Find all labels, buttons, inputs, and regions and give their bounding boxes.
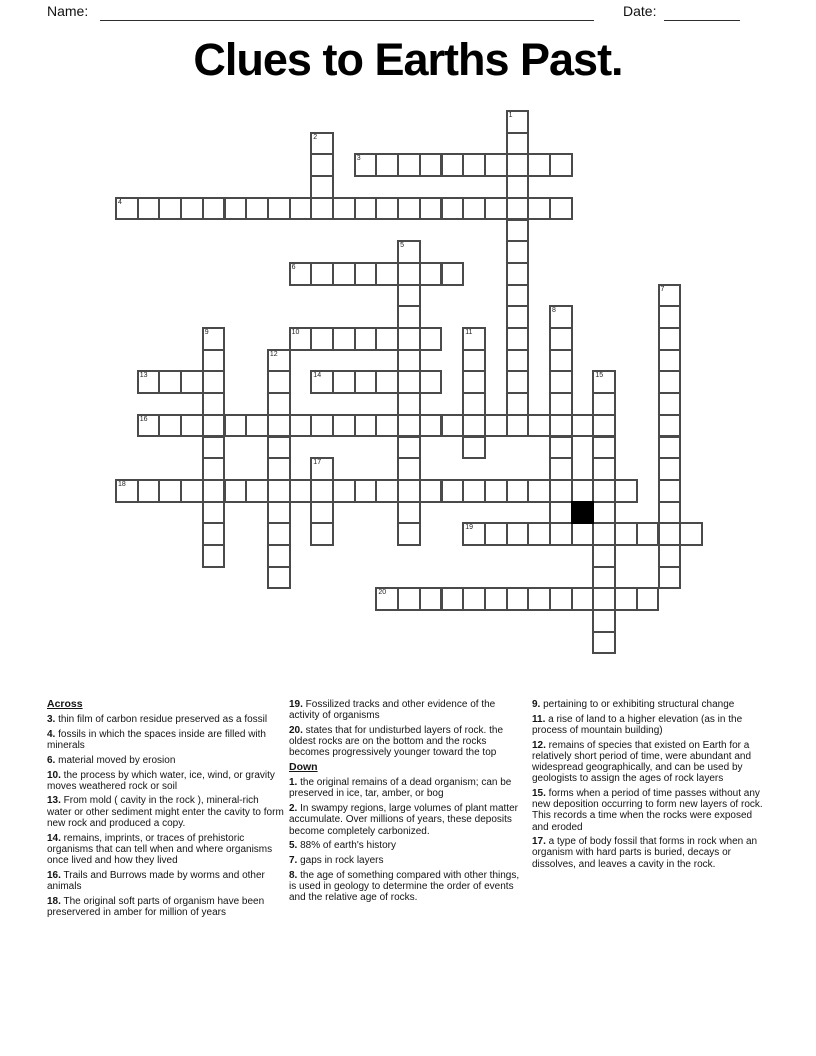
grid-cell[interactable] — [658, 457, 682, 481]
clue-item: 7. gaps in rock layers — [289, 854, 384, 866]
grid-cell[interactable] — [158, 370, 182, 394]
grid-cell[interactable] — [267, 436, 291, 460]
clue-item: 13. From mold ( cavity in the rock ), mineral-rich water or other sediment might enter the cavity to form new rock and produced a copy. — [47, 795, 284, 829]
grid-cell[interactable] — [419, 414, 443, 438]
grid-cell[interactable] — [158, 479, 182, 503]
grid-cell[interactable] — [310, 522, 334, 546]
clue-number: 18. — [47, 895, 61, 907]
grid-cell[interactable] — [484, 479, 508, 503]
clue-number: 3. — [47, 714, 56, 726]
grid-cell[interactable] — [592, 522, 616, 546]
grid-cell[interactable] — [354, 370, 378, 394]
across-header: Across — [47, 698, 83, 710]
grid-cell[interactable] — [354, 197, 378, 221]
clue-number: 8. — [289, 869, 298, 881]
grid-cell[interactable] — [506, 349, 530, 373]
clue-column-1 — [47, 699, 285, 921]
clue-number: 4. — [47, 728, 56, 740]
clue-number: 6. — [47, 754, 56, 766]
grid-cell[interactable] — [310, 262, 334, 286]
grid-cell[interactable] — [592, 392, 616, 416]
grid-cell[interactable] — [180, 197, 204, 221]
grid-cell[interactable] — [592, 566, 616, 590]
grid-cell[interactable] — [636, 522, 660, 546]
grid-cell[interactable] — [397, 284, 421, 308]
grid-cell[interactable] — [180, 370, 204, 394]
clue-number: 1. — [289, 777, 298, 789]
name-write-line — [100, 4, 594, 21]
grid-cell[interactable] — [137, 197, 161, 221]
grid-cell[interactable] — [462, 392, 486, 416]
grid-cell[interactable] — [592, 370, 616, 394]
cell-number: 3 — [356, 155, 361, 163]
grid-cell[interactable] — [419, 153, 443, 177]
grid-cell[interactable] — [549, 587, 573, 611]
grid-cell[interactable] — [289, 327, 313, 351]
grid-cell[interactable] — [419, 479, 443, 503]
grid-cell[interactable] — [462, 587, 486, 611]
clue-item: 15. forms when a period of time passes without any new deposition occurring to form new layers of rock. This records a time when the rocks were exposed and eroded — [532, 787, 763, 833]
grid-cell[interactable] — [375, 197, 399, 221]
grid-cell[interactable] — [506, 219, 530, 243]
grid-cell[interactable] — [571, 414, 595, 438]
grid-cell[interactable] — [115, 197, 139, 221]
grid-cell[interactable] — [397, 522, 421, 546]
grid-cell[interactable] — [527, 153, 551, 177]
grid-cell[interactable] — [375, 327, 399, 351]
grid-cell[interactable] — [549, 327, 573, 351]
grid-cell[interactable] — [571, 587, 595, 611]
grid-cell[interactable] — [592, 479, 616, 503]
grid-cell[interactable] — [245, 479, 269, 503]
grid-cell[interactable] — [224, 197, 248, 221]
grid-cell[interactable] — [592, 609, 616, 633]
grid-cell[interactable] — [441, 587, 465, 611]
grid-cell[interactable] — [484, 197, 508, 221]
grid-cell[interactable] — [462, 327, 486, 351]
grid-cell[interactable] — [224, 479, 248, 503]
grid-cell[interactable] — [549, 436, 573, 460]
grid-cell[interactable] — [462, 370, 486, 394]
clue-number: 14. — [47, 832, 61, 844]
grid-cell[interactable] — [506, 197, 530, 221]
grid-cell[interactable] — [224, 414, 248, 438]
grid-cell[interactable] — [267, 349, 291, 373]
grid-cell[interactable] — [527, 414, 551, 438]
grid-cell[interactable] — [636, 587, 660, 611]
grid-cell[interactable] — [592, 457, 616, 481]
grid-cell[interactable] — [462, 414, 486, 438]
grid-cell[interactable] — [137, 479, 161, 503]
clue-item: 10. the process by which water, ice, wind, or gravity moves weathered rock or soil — [47, 769, 275, 792]
grid-cell[interactable] — [267, 566, 291, 590]
grid-cell[interactable] — [614, 587, 638, 611]
clue-number: 20. — [289, 724, 303, 736]
grid-cell[interactable] — [332, 479, 356, 503]
grid-cell[interactable] — [375, 414, 399, 438]
grid-cell[interactable] — [506, 240, 530, 264]
grid-cell[interactable] — [137, 414, 161, 438]
grid-cell[interactable] — [332, 262, 356, 286]
grid-cell[interactable] — [397, 414, 421, 438]
grid-cell[interactable] — [289, 414, 313, 438]
cell-number: 1 — [508, 112, 513, 119]
grid-cell[interactable] — [658, 479, 682, 503]
clue-item: 19. Fossilized tracks and other evidence of the activity of organisms — [289, 699, 496, 722]
grid-cell[interactable] — [419, 587, 443, 611]
cell-number: 9 — [204, 329, 209, 336]
grid-cell[interactable] — [267, 522, 291, 546]
grid-cell[interactable] — [289, 479, 313, 503]
grid-cell[interactable] — [397, 392, 421, 416]
grid-cell[interactable] — [310, 370, 334, 394]
clue-number: 2. — [289, 803, 298, 815]
cell-number: 15 — [595, 372, 604, 380]
grid-cell[interactable] — [158, 197, 182, 221]
clue-number: 9. — [532, 699, 541, 710]
clue-item: 9. pertaining to or exhibiting structural change — [532, 699, 735, 710]
grid-cell[interactable] — [614, 522, 638, 546]
grid-cell[interactable] — [158, 414, 182, 438]
grid-cell[interactable] — [506, 522, 530, 546]
grid-cell[interactable] — [354, 479, 378, 503]
grid-cell[interactable] — [332, 414, 356, 438]
grid-cell[interactable] — [527, 479, 551, 503]
grid-cell[interactable] — [245, 197, 269, 221]
name-label: Name: — [47, 3, 89, 19]
grid-cell[interactable] — [658, 414, 682, 438]
clue-item: 16. Trails and Burrows made by worms and other animals — [47, 869, 265, 892]
grid-cell[interactable] — [506, 284, 530, 308]
grid-cell[interactable] — [115, 479, 139, 503]
grid-cell[interactable] — [310, 479, 334, 503]
grid-cell[interactable] — [592, 544, 616, 568]
grid-cell[interactable] — [267, 544, 291, 568]
grid-cell[interactable] — [310, 457, 334, 481]
cell-number: 14 — [313, 372, 322, 380]
grid-cell[interactable] — [397, 305, 421, 329]
grid-cell[interactable] — [332, 197, 356, 221]
grid-cell[interactable] — [202, 197, 226, 221]
grid-cell[interactable] — [571, 479, 595, 503]
clue-number: 5. — [289, 840, 298, 852]
grid-cell[interactable] — [549, 501, 573, 525]
grid-cell[interactable] — [506, 132, 530, 156]
grid-cell[interactable] — [571, 522, 595, 546]
grid-cell[interactable] — [310, 327, 334, 351]
grid-cell[interactable] — [441, 197, 465, 221]
clue-item: 12. remains of species that existed on Earth for a relatively short period of time, were abundant and widespread geographically, and can be used by geologists to assign the ages of rock layers — [532, 739, 752, 785]
grid-cell[interactable] — [267, 501, 291, 525]
grid-cell[interactable] — [245, 414, 269, 438]
grid-cell[interactable] — [658, 349, 682, 373]
cell-number: 10 — [291, 329, 300, 336]
clue-number: 13. — [47, 795, 61, 807]
grid-cell[interactable] — [202, 544, 226, 568]
black-cell — [571, 501, 595, 525]
clue-item: 6. material moved by erosion — [47, 754, 176, 766]
clue-item: 11. a rise of land to a higher elevation (as in the process of mountain building) — [532, 713, 743, 736]
grid-cell[interactable] — [310, 501, 334, 525]
grid-cell[interactable] — [310, 197, 334, 221]
clue-number: 10. — [47, 769, 61, 781]
grid-cell[interactable] — [397, 501, 421, 525]
clue-item: 18. The original soft parts of organism have been preservered in amber for million of years — [47, 895, 265, 918]
grid-cell[interactable] — [484, 153, 508, 177]
grid-cell[interactable] — [375, 587, 399, 611]
clue-number: 19. — [289, 699, 303, 710]
clue-number: 11. — [532, 713, 546, 725]
grid-cell[interactable] — [506, 305, 530, 329]
grid-cell[interactable] — [375, 370, 399, 394]
grid-cell[interactable] — [658, 436, 682, 460]
grid-cell[interactable] — [592, 587, 616, 611]
grid-cell[interactable] — [397, 153, 421, 177]
grid-cell[interactable] — [397, 240, 421, 264]
grid-cell[interactable] — [462, 349, 486, 373]
date-label: Date: — [623, 3, 657, 19]
grid-cell[interactable] — [202, 436, 226, 460]
grid-cell[interactable] — [267, 197, 291, 221]
grid-cell[interactable] — [592, 436, 616, 460]
clue-item: 4. fossils in which the spaces inside are filled with minerals — [47, 728, 266, 752]
grid-cell[interactable] — [202, 522, 226, 546]
grid-cell[interactable] — [658, 501, 682, 525]
grid-cell[interactable] — [462, 153, 486, 177]
grid-cell[interactable] — [462, 479, 486, 503]
grid-cell[interactable] — [658, 392, 682, 416]
grid-cell[interactable] — [658, 544, 682, 568]
grid-cell[interactable] — [180, 479, 204, 503]
grid-cell[interactable] — [375, 479, 399, 503]
grid-cell[interactable] — [549, 349, 573, 373]
grid-cell[interactable] — [549, 479, 573, 503]
grid-cell[interactable] — [462, 522, 486, 546]
date-write-line — [664, 4, 740, 21]
cell-number: 19 — [465, 524, 473, 532]
clue-number: 7. — [289, 854, 298, 866]
grid-cell[interactable] — [462, 436, 486, 460]
grid-cell[interactable] — [397, 370, 421, 394]
grid-cell[interactable] — [441, 479, 465, 503]
grid-cell[interactable] — [506, 327, 530, 351]
grid-cell[interactable] — [310, 153, 334, 177]
grid-cell[interactable] — [527, 587, 551, 611]
grid-cell[interactable] — [397, 327, 421, 351]
grid-cell[interactable] — [310, 132, 334, 156]
cell-number: 20 — [378, 589, 387, 597]
grid-cell[interactable] — [549, 153, 573, 177]
cell-number: 16 — [139, 415, 148, 423]
grid-cell[interactable] — [397, 262, 421, 286]
grid-cell[interactable] — [549, 370, 573, 394]
grid-cell[interactable] — [180, 414, 204, 438]
grid-cell[interactable] — [267, 414, 291, 438]
grid-cell[interactable] — [397, 349, 421, 373]
grid-cell[interactable] — [679, 522, 703, 546]
grid-cell[interactable] — [506, 479, 530, 503]
grid-cell[interactable] — [267, 457, 291, 481]
grid-cell[interactable] — [549, 457, 573, 481]
grid-cell[interactable] — [397, 197, 421, 221]
grid-cell[interactable] — [310, 414, 334, 438]
grid-cell[interactable] — [506, 175, 530, 199]
grid-cell[interactable] — [202, 392, 226, 416]
clue-item: 5. 88% of earth's history — [289, 840, 396, 852]
grid-cell[interactable] — [137, 370, 161, 394]
clue-item: 1. the original remains of a dead organism; can be preserved in ice, tar, amber, or bog — [289, 777, 512, 800]
clue-item: 8. the age of something compared with other things, is used in geology to determine the order of events and the relative age of rocks. — [289, 869, 520, 904]
cell-number: 7 — [660, 285, 665, 293]
clue-item: 20. states that for undisturbed layers of rock. the oldest rocks are on the bottom and the rocks becomes progressively younger toward the top — [289, 724, 504, 759]
grid-cell[interactable] — [289, 197, 313, 221]
grid-cell[interactable] — [354, 327, 378, 351]
cell-number: 4 — [118, 198, 122, 206]
grid-cell[interactable] — [289, 262, 313, 286]
cell-number: 17 — [313, 459, 322, 467]
grid-cell[interactable] — [202, 349, 226, 373]
grid-cell[interactable] — [658, 370, 682, 394]
cell-number: 6 — [291, 263, 296, 271]
grid-cell[interactable] — [332, 370, 356, 394]
grid-cell[interactable] — [397, 587, 421, 611]
grid-cell[interactable] — [658, 522, 682, 546]
grid-cell[interactable] — [419, 327, 443, 351]
grid-cell[interactable] — [484, 587, 508, 611]
clue-column-2 — [289, 699, 527, 907]
grid-cell[interactable] — [397, 479, 421, 503]
grid-cell[interactable] — [419, 370, 443, 394]
grid-cell[interactable] — [441, 262, 465, 286]
grid-cell[interactable] — [549, 305, 573, 329]
cell-number: 8 — [552, 307, 556, 315]
clue-item: 14. remains, imprints, or traces of prehistoric organisms that can tell when and where organisms once lived and how they lived — [47, 832, 273, 866]
grid-cell[interactable] — [267, 479, 291, 503]
grid-cell[interactable] — [375, 153, 399, 177]
cell-number: 5 — [400, 242, 404, 250]
grid-cell[interactable] — [484, 414, 508, 438]
grid-cell[interactable] — [658, 327, 682, 351]
clue-item: 2. In swampy regions, large volumes of plant matter accumulate. Over millions of years, these deposits become completely carbonized. — [289, 803, 518, 837]
grid-cell[interactable] — [441, 414, 465, 438]
cell-number: 2 — [313, 133, 318, 141]
grid-cell[interactable] — [527, 197, 551, 221]
grid-cell[interactable] — [506, 587, 530, 611]
grid-cell[interactable] — [658, 566, 682, 590]
grid-cell[interactable] — [267, 392, 291, 416]
clue-number: 15. — [532, 787, 546, 799]
grid-cell[interactable] — [310, 175, 334, 199]
grid-cell[interactable] — [462, 197, 486, 221]
clue-number: 17. — [532, 836, 546, 848]
cell-number: 11 — [465, 329, 473, 336]
grid-cell[interactable] — [658, 284, 682, 308]
grid-cell[interactable] — [506, 262, 530, 286]
page-title: Clues to Earths Past. — [193, 34, 623, 85]
grid-cell[interactable] — [397, 436, 421, 460]
cell-number: 12 — [269, 350, 278, 358]
grid-cell[interactable] — [549, 197, 573, 221]
grid-cell[interactable] — [202, 327, 226, 351]
grid-cell[interactable] — [202, 370, 226, 394]
grid-cell[interactable] — [202, 457, 226, 481]
clue-number: 16. — [47, 869, 61, 881]
grid-cell[interactable] — [549, 522, 573, 546]
cell-number: 18 — [118, 480, 126, 488]
grid-cell[interactable] — [658, 305, 682, 329]
grid-cell[interactable] — [506, 370, 530, 394]
grid-cell[interactable] — [549, 414, 573, 438]
grid-cell[interactable] — [484, 522, 508, 546]
grid-cell[interactable] — [202, 501, 226, 525]
grid-cell[interactable] — [592, 414, 616, 438]
down-header: Down — [289, 761, 318, 774]
grid-cell[interactable] — [375, 262, 399, 286]
grid-cell[interactable] — [397, 457, 421, 481]
grid-cell[interactable] — [419, 197, 443, 221]
grid-cell[interactable] — [506, 414, 530, 438]
grid-cell[interactable] — [441, 153, 465, 177]
cell-number: 13 — [139, 372, 148, 380]
grid-cell[interactable] — [202, 479, 226, 503]
grid-cell[interactable] — [527, 522, 551, 546]
clue-column-3 — [532, 699, 770, 873]
grid-cell[interactable] — [419, 262, 443, 286]
grid-cell[interactable] — [614, 479, 638, 503]
clue-item: 3. thin film of carbon residue preserved as a fossil — [47, 714, 268, 726]
grid-cell[interactable] — [354, 153, 378, 177]
grid-cell[interactable] — [506, 392, 530, 416]
clue-item: 17. a type of body fossil that forms in rock when an organism with hard parts is buried, decays or dissolves, and leaves a cavity in the rock. — [532, 836, 758, 870]
grid-cell[interactable] — [354, 262, 378, 286]
grid-cell[interactable] — [592, 501, 616, 525]
grid-cell[interactable] — [549, 392, 573, 416]
grid-cell[interactable] — [506, 110, 530, 134]
grid-cell[interactable] — [332, 327, 356, 351]
grid-cell[interactable] — [592, 631, 616, 655]
grid-cell[interactable] — [354, 414, 378, 438]
grid-cell[interactable] — [506, 153, 530, 177]
grid-cell[interactable] — [202, 414, 226, 438]
grid-cell[interactable] — [267, 370, 291, 394]
clue-number: 12. — [532, 739, 546, 751]
